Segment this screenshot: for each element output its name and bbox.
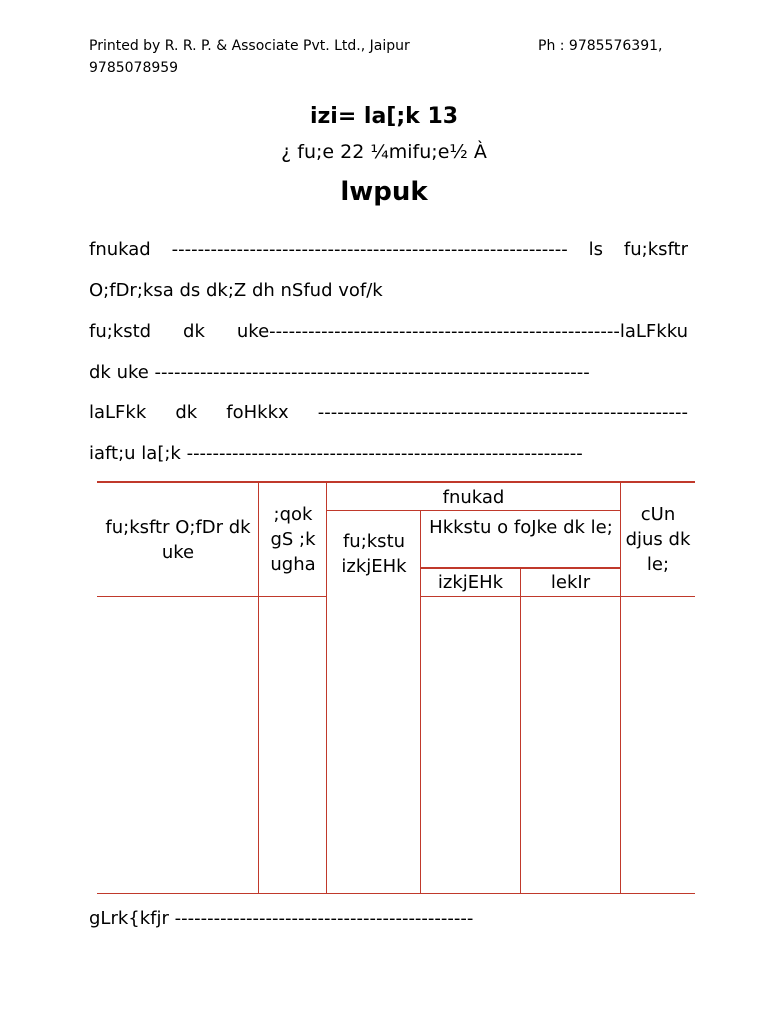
printer-phone-2: 9785078959 — [89, 60, 179, 76]
table-col-divider-1 — [258, 481, 259, 894]
header-end: lekIr — [550, 572, 591, 593]
header-work-start: fu;kstu izkjEHk — [341, 531, 407, 577]
table-col-divider-2 — [326, 481, 327, 894]
form-title: izi= la[;k 13 — [309, 104, 459, 129]
header-close-time: cUn djus dk le; — [625, 504, 691, 575]
table-col-divider-4 — [520, 568, 521, 894]
table-group-divider — [327, 510, 620, 511]
header-date-group: fnukad — [442, 487, 505, 508]
daily-period-label: O;fDr;ksa ds dk;Z dh nSfud vof/k — [89, 280, 383, 301]
department-field: laLFkk dk foHkkx --------------------------------------------------------- — [89, 402, 688, 423]
registration-number-field: iaft;u la[;k ------------------------------------------------------------- — [89, 443, 583, 464]
establishment-name-field: dk uke ------------------------------------------------------------------- — [89, 362, 590, 383]
printer-line: Printed by R. R. P. & Associate Pvt. Ltd., Jaipur — [89, 38, 410, 54]
table-header-bottom-left — [97, 596, 327, 597]
form-heading: lwpuk — [340, 177, 428, 207]
header-employee-name: fu;ksftr O;fDr dk uke — [105, 517, 251, 563]
form-subtitle: ¿ fu;e 22 ¼mifu;e½ À — [281, 141, 487, 163]
signature-field: gLrk{kfjr ---------------------------------------------- — [89, 908, 474, 929]
date-field: fnukad ------------------------------------------------------------- ls fu;ksftr — [89, 239, 688, 260]
header-age-gender: ;qok gS ;k ugha — [270, 504, 316, 575]
table-col-divider-3 — [420, 510, 421, 894]
table-header-bottom-right — [421, 596, 695, 597]
table-top-border — [97, 481, 695, 483]
table-bottom-border — [97, 893, 695, 894]
printer-phone: Ph : 9785576391, — [538, 38, 663, 54]
table-col-divider-5 — [620, 481, 621, 894]
header-meal-rest: Hkkstu o foJke dk le; — [429, 517, 613, 538]
header-start: izkjEHk — [437, 572, 504, 593]
employer-name-field: fu;kstd dk uke------------------------------------------------------laLFkku — [89, 321, 688, 342]
